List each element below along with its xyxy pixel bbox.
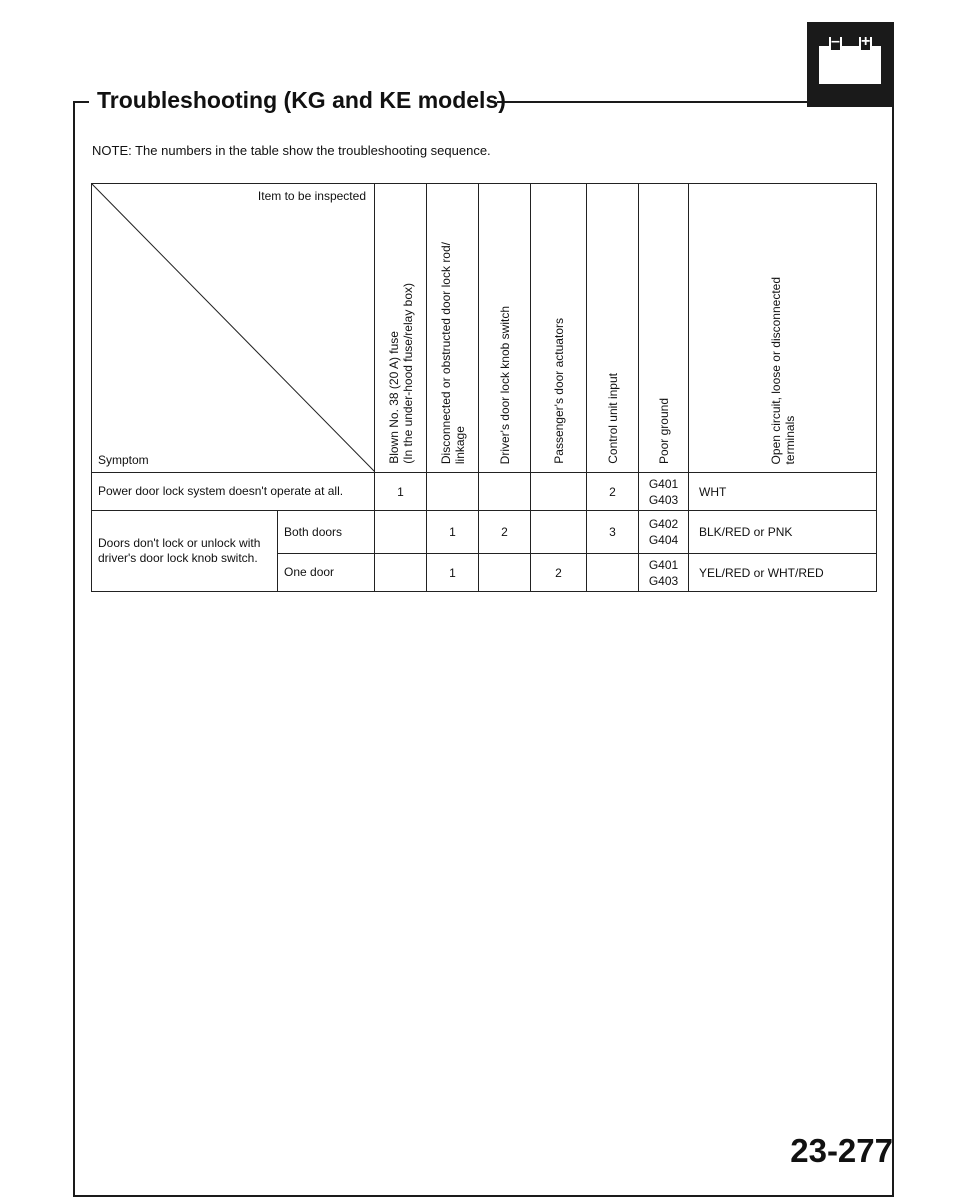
frame-top-rule-left [73, 101, 89, 103]
troubleshooting-table [91, 183, 877, 592]
col-header-fuse-line1: Blown No. 38 (20 A) fuse [386, 331, 401, 464]
wire-color-cell: WHT [689, 473, 877, 511]
col-header-knob-switch [479, 184, 531, 473]
seq-cell: 2 [479, 511, 531, 554]
sub-symptom-cell: One door [278, 554, 375, 592]
col-header-knob-switch-line1: Driver's door lock knob switch [497, 305, 512, 464]
col-header-actuators-line1: Passenger's door actuators [551, 318, 566, 464]
col-header-open-circuit-line2: terminals [782, 415, 797, 464]
seq-cell [531, 473, 587, 511]
col-header-control-unit-line1: Control unit input [605, 373, 620, 464]
col-header-poor-ground [639, 184, 689, 473]
seq-cell [479, 554, 531, 592]
battery-minus-glyph: – [831, 33, 840, 50]
ground-label: G403 [648, 492, 679, 507]
col-header-open-circuit-line1: Open circuit, loose or disconnected [768, 276, 783, 464]
seq-cell [479, 473, 531, 511]
seq-cell [427, 473, 479, 511]
ground-cell [639, 473, 689, 511]
ground-label: G401 [648, 476, 679, 491]
seq-cell: 3 [587, 511, 639, 554]
seq-cell: 2 [531, 554, 587, 592]
ground-label: G403 [648, 573, 679, 588]
wire-color-cell: YEL/RED or WHT/RED [689, 554, 877, 592]
col-header-actuators [531, 184, 587, 473]
seq-cell [531, 511, 587, 554]
ground-label: G402 [648, 517, 679, 531]
note-text: NOTE: The numbers in the table show the troubleshooting sequence. [92, 143, 491, 158]
battery-icon [807, 22, 894, 107]
ground-cell [639, 511, 689, 554]
table-row [92, 511, 877, 554]
corner-label-item: Item to be inspected [257, 189, 366, 203]
seq-cell: 1 [427, 554, 479, 592]
col-header-linkage-line2: linkage [452, 425, 467, 464]
seq-cell: 2 [587, 473, 639, 511]
frame-top-rule-right [497, 101, 894, 103]
seq-cell: 1 [427, 511, 479, 554]
symptom-cell: Doors don't lock or unlock with driver's door lock knob switch. [92, 511, 278, 592]
corner-diagonal [92, 184, 375, 472]
col-header-open-circuit [689, 184, 877, 473]
col-header-linkage [427, 184, 479, 473]
corner-cell [92, 184, 375, 473]
page-number: 23-277 [790, 1132, 893, 1169]
col-header-fuse [375, 184, 427, 473]
seq-cell [375, 554, 427, 592]
page-title: Troubleshooting (KG and KE models) [97, 87, 506, 113]
table-row [92, 473, 877, 511]
ground-label: G404 [648, 533, 679, 547]
seq-cell [587, 554, 639, 592]
wire-color-cell: BLK/RED or PNK [689, 511, 877, 554]
ground-label: G401 [648, 557, 679, 572]
seq-cell: 1 [375, 473, 427, 511]
col-header-control-unit [587, 184, 639, 473]
symptom-cell: Power door lock system doesn't operate at all. [92, 473, 375, 511]
battery-face [819, 46, 881, 84]
sub-symptom-cell: Both doors [278, 511, 375, 554]
ground-cell [639, 554, 689, 592]
corner-label-symptom: Symptom [98, 453, 149, 467]
col-header-poor-ground-line1: Poor ground [656, 397, 671, 464]
col-header-linkage-line1: Disconnected or obstructed door lock rod/ [438, 241, 453, 464]
header-row [92, 184, 877, 473]
battery-plus-glyph: + [861, 33, 871, 50]
seq-cell [375, 511, 427, 554]
col-header-fuse-line2: (In the under-hood fuse/relay box) [400, 283, 415, 464]
